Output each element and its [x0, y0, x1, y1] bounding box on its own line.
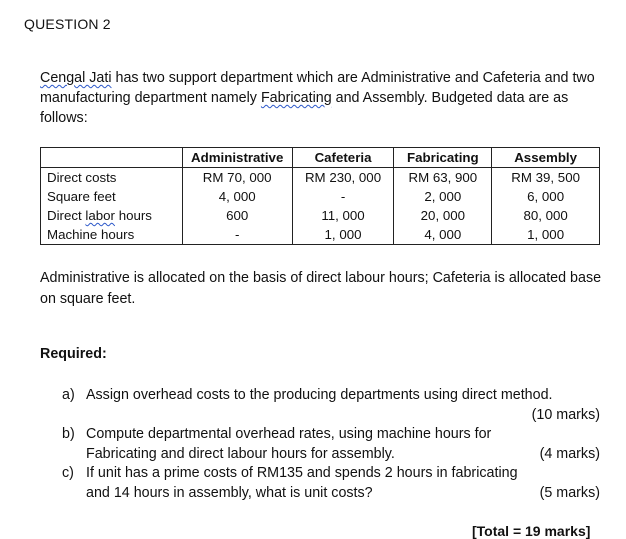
question-marks: (4 marks) — [539, 446, 600, 462]
intro-text-2: and Assembly. Budgeted data are as follows: — [40, 90, 569, 126]
question-item-c — [62, 464, 600, 503]
table-cell: 1, 000 — [292, 225, 394, 245]
table-cell: RM 39, 500 — [492, 168, 600, 188]
question-marks: (5 marks) — [539, 485, 600, 501]
required-heading: Required: — [40, 346, 107, 362]
question-letter: b) — [62, 426, 75, 442]
row-label-text: Square feet — [47, 189, 116, 204]
table-cell: RM 63, 900 — [394, 168, 492, 188]
table-header-administrative: Administrative — [182, 148, 292, 168]
company-name: Cengal Jati — [40, 70, 112, 86]
row-label-text: Machine hours — [47, 227, 135, 242]
table-cell: 6, 000 — [492, 187, 600, 206]
question-marks: (10 marks) — [531, 406, 600, 423]
allocation-basis-text: Administrative is allocated on the basis of direct labour hours; Cafeteria is allocated base on square feet. — [40, 270, 602, 307]
table-row — [41, 168, 600, 188]
intro-text-1: has two support department which are Administrative and Cafeteria and two manufacturing department namely — [40, 70, 595, 106]
row-label-text: Direct — [47, 208, 86, 223]
table-cell: 4, 000 — [394, 225, 492, 245]
row-label-direct-costs — [41, 168, 183, 188]
table-row — [41, 187, 600, 206]
question-text: Compute departmental overhead rates, using machine hours for Fabricating and direct labour hours for assembly. — [86, 426, 492, 462]
fabricating-word: Fabricating — [260, 90, 332, 106]
table-cell: RM 70, 000 — [182, 168, 292, 188]
table-header-cafeteria: Cafeteria — [292, 148, 394, 168]
table-cell: - — [182, 225, 292, 245]
table-cell: RM 230, 000 — [292, 168, 394, 188]
question-item-a — [62, 386, 600, 425]
intro-paragraph — [40, 68, 606, 128]
total-marks: [Total = 19 marks] — [472, 523, 591, 539]
table-cell: 600 — [182, 206, 292, 225]
table-row — [41, 225, 600, 245]
row-label-text: hours — [115, 208, 152, 223]
table-header-blank — [41, 148, 183, 168]
table-row — [41, 206, 600, 225]
question-letter: a) — [62, 387, 75, 403]
question-letter: c) — [62, 465, 74, 481]
table-cell: 20, 000 — [394, 206, 492, 225]
question-list — [62, 386, 600, 503]
table-cell: 2, 000 — [394, 187, 492, 206]
table-header-fabricating: Fabricating — [394, 148, 492, 168]
question-item-b — [62, 425, 600, 464]
row-label-labor-word: labor — [85, 208, 115, 223]
question-text-with-marks — [86, 464, 600, 503]
table-header-assembly: Assembly — [492, 148, 600, 168]
row-label-machine-hours — [41, 225, 183, 245]
table-cell: - — [292, 187, 394, 206]
question-title: QUESTION 2 — [24, 16, 111, 32]
question-text-with-marks — [86, 425, 600, 464]
table-cell: 11, 000 — [292, 206, 394, 225]
row-label-direct-labor-hours — [41, 206, 183, 225]
table-cell: 80, 000 — [492, 206, 600, 225]
row-label-text: Direct costs — [47, 170, 117, 185]
table-header-row — [41, 148, 600, 168]
question-text: If unit has a prime costs of RM135 and spends 2 hours in fabricating and 14 hours in assembly, what is unit costs? — [86, 465, 518, 501]
table-cell: 1, 000 — [492, 225, 600, 245]
budget-data-table — [40, 147, 600, 245]
question-text: Assign overhead costs to the producing departments using direct method. — [86, 387, 553, 403]
table-cell: 4, 000 — [182, 187, 292, 206]
row-label-square-feet — [41, 187, 183, 206]
